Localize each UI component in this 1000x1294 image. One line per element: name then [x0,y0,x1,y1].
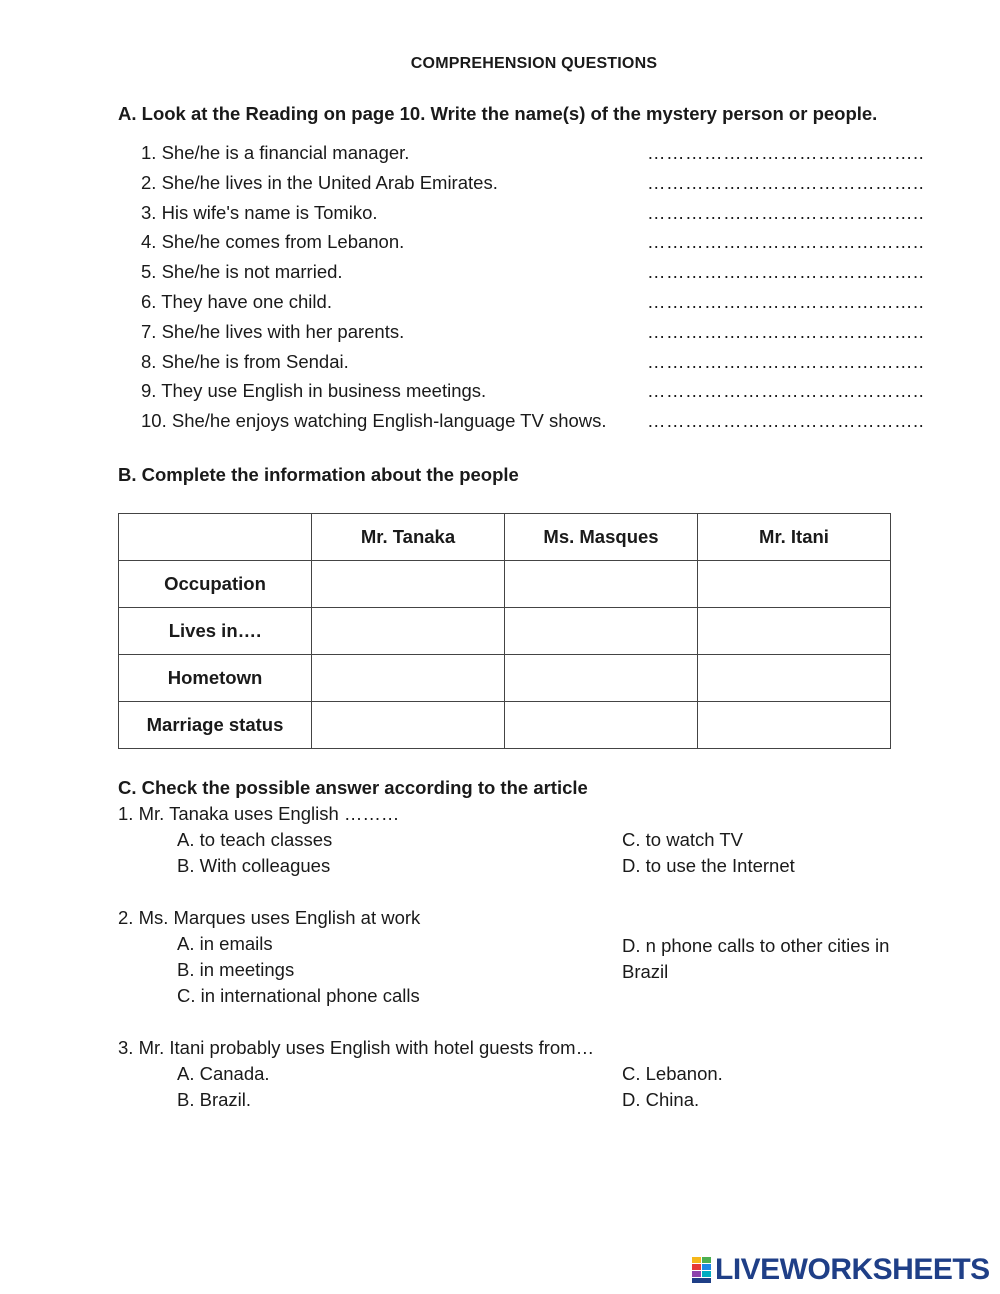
answer-cell[interactable] [505,608,698,655]
liveworksheets-logo [692,1254,990,1286]
answer-cell[interactable] [505,561,698,608]
answer-blank[interactable]: …………………………………….. [647,231,925,253]
list-item [141,261,925,291]
row-header-lives-in: Lives in…. [119,608,312,655]
section-c-heading: C. Check the possible answer according to the article [118,777,588,798]
answer-cell[interactable] [312,655,505,702]
list-item [141,410,925,440]
row-header-occupation: Occupation [119,561,312,608]
answer-blank[interactable]: …………………………………….. [647,380,925,402]
question-text: 7. She/he lives with her parents. [141,320,405,342]
answer-cell[interactable] [505,702,698,749]
list-item [141,231,925,261]
brand-text: LIVEWORKSHEETS [715,1253,990,1286]
option-a[interactable]: A. in emails [177,933,273,954]
question-text: 1. Mr. Tanaka uses English ……… [118,803,400,824]
list-item [141,350,925,381]
answer-cell[interactable] [505,655,698,702]
answer-blank[interactable]: …………………………………….. [647,142,925,163]
list-item [141,320,925,351]
question-text: 1. She/he is a financial manager. [141,142,410,163]
table-corner-cell [119,514,312,561]
column-header-itani: Mr. Itani [698,514,891,561]
info-table [118,513,891,749]
list-item [141,201,925,232]
table-header-row [119,514,891,561]
answer-cell[interactable] [312,561,505,608]
mc-question-1 [118,803,958,883]
question-text: 4. She/he comes from Lebanon. [141,231,405,253]
section-a-list [141,142,925,440]
list-item [141,142,925,172]
answer-blank[interactable]: …………………………………….. [647,171,925,193]
list-item [141,380,925,410]
question-text: 3. His wife's name is Tomiko. [141,201,378,223]
question-text: 10. She/he enjoys watching English-language TV shows. [141,410,607,432]
section-b-heading: B. Complete the information about the people [118,464,519,485]
mc-question-3 [118,1037,958,1117]
answer-blank[interactable]: …………………………………….. [647,350,925,372]
option-a[interactable]: A. Canada. [177,1063,270,1084]
option-d[interactable]: D. China. [622,1089,700,1110]
question-text: 9. They use English in business meetings. [141,380,487,402]
option-b[interactable]: B. in meetings [177,959,295,980]
answer-blank[interactable]: …………………………………….. [647,410,925,432]
question-text: 2. Ms. Marques uses English at work [118,907,421,928]
page-title: COMPREHENSION QUESTIONS [410,55,658,72]
list-item [141,171,925,202]
answer-blank[interactable]: …………………………………….. [647,201,925,223]
column-header-tanaka: Mr. Tanaka [312,514,505,561]
option-b[interactable]: B. Brazil. [177,1089,252,1110]
option-c[interactable]: C. in international phone calls [177,985,420,1006]
answer-cell[interactable] [698,702,891,749]
mc-question-2 [118,907,958,1011]
answer-blank[interactable]: …………………………………….. [647,261,925,283]
answer-cell[interactable] [698,655,891,702]
list-item [141,290,925,321]
table-row [119,608,891,655]
row-header-marriage-status: Marriage status [119,702,312,749]
option-b[interactable]: B. With colleagues [177,855,331,876]
answer-blank[interactable]: …………………………………….. [647,290,925,312]
option-d[interactable]: D. n phone calls to other cities in Brazil [622,935,890,982]
section-a-heading: A. Look at the Reading on page 10. Write the name(s) of the mystery person or people. [118,103,878,124]
row-header-hometown: Hometown [119,655,312,702]
answer-cell[interactable] [698,608,891,655]
option-c[interactable]: C. Lebanon. [622,1063,723,1084]
liveworksheets-logo-icon [692,1257,712,1283]
answer-cell[interactable] [698,561,891,608]
option-d[interactable]: D. to use the Internet [622,855,795,876]
question-text: 2. She/he lives in the United Arab Emirates. [141,171,498,193]
answer-blank[interactable]: …………………………………….. [647,320,925,342]
table-row [119,702,891,749]
question-text: 6. They have one child. [141,290,332,312]
question-text: 3. Mr. Itani probably uses English with hotel guests from… [118,1037,595,1058]
option-c[interactable]: C. to watch TV [622,829,743,850]
answer-cell[interactable] [312,702,505,749]
answer-cell[interactable] [312,608,505,655]
question-text: 8. She/he is from Sendai. [141,350,349,372]
table-row [119,561,891,608]
option-a[interactable]: A. to teach classes [177,829,333,850]
question-text: 5. She/he is not married. [141,261,343,283]
table-row [119,655,891,702]
column-header-masques: Ms. Masques [505,514,698,561]
